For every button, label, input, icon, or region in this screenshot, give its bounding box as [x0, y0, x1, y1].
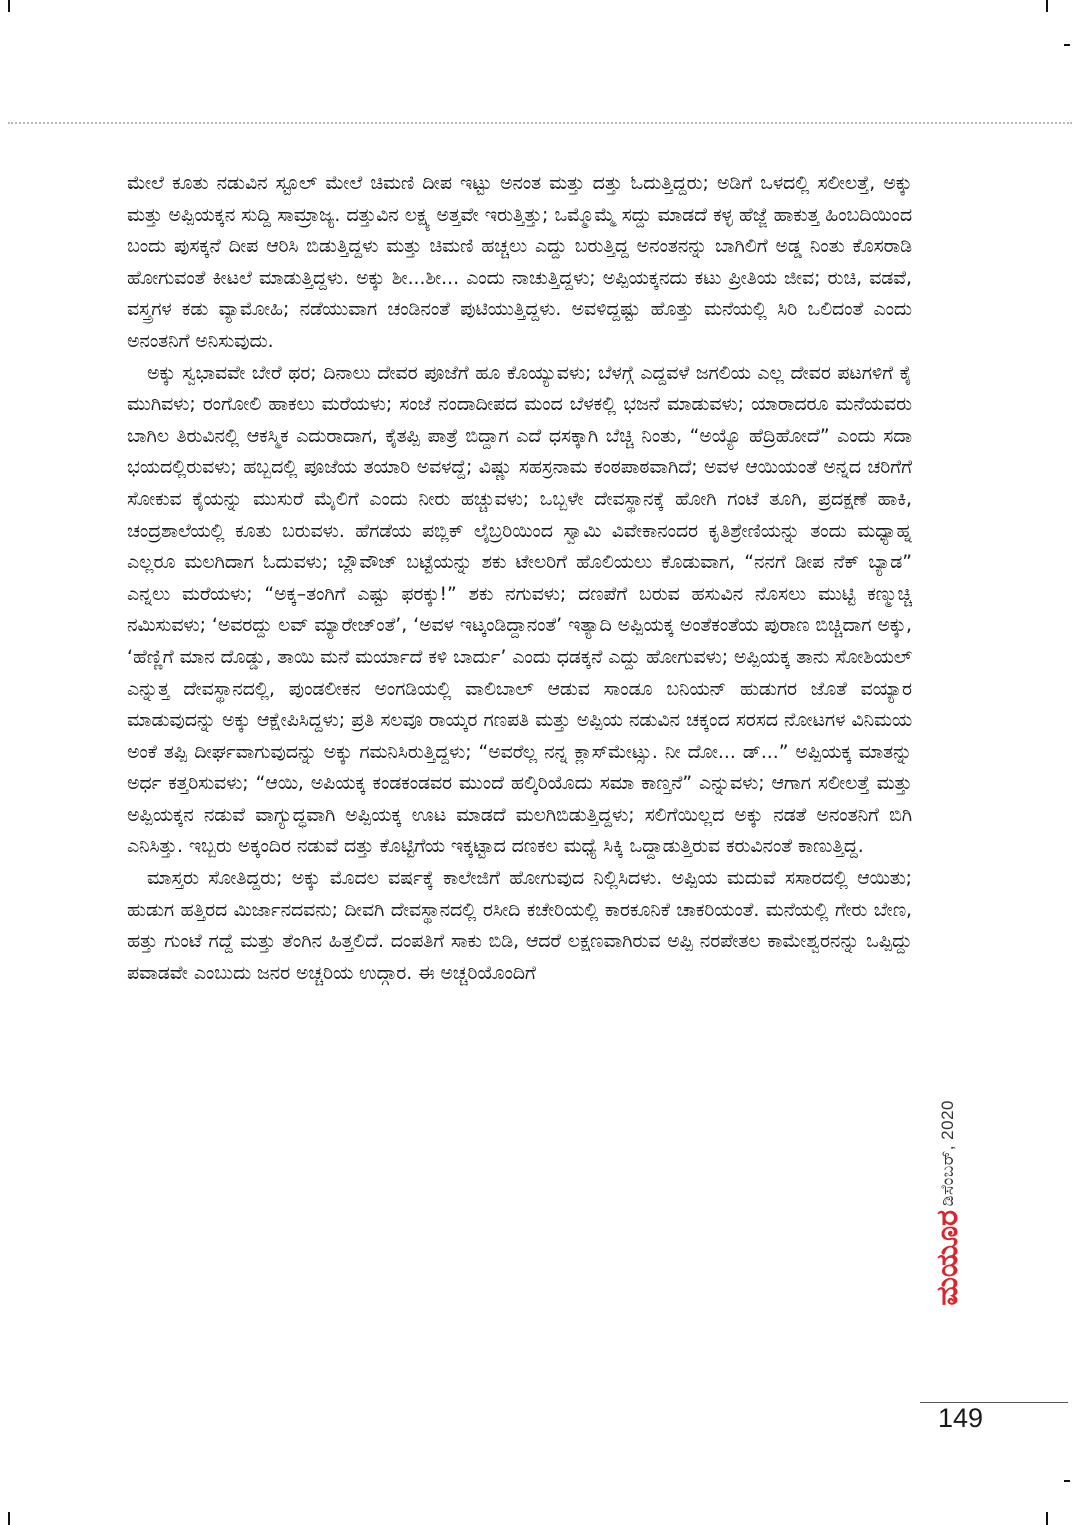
crop-mark-bottom-left — [8, 1512, 10, 1525]
crop-mark-top-left — [8, 0, 10, 12]
article-paragraph-2: ಅಕ್ಕು ಸ್ವಭಾವವೇ ಬೇರೆ ಥರ; ದಿನಾಲು ದೇವರ ಪೂಜೆಗೆ ಹೂ ಕೊಯ್ಯುವಳು; ಬೆಳಗ್ಗೆ ಎದ್ದವಳೆ ಜಗಲಿಯ ಎಲ್ಲ ದೇವರ ಪಟಗಳಿಗೆ ಕೈ ಮುಗಿವಳು; ರಂಗೋಲಿ ಹಾಕಲು ಮರೆಯಳು; ಸಂಜೆ ನಂದಾದೀಪದ ಮಂದ ಬೆಳಕಲ್ಲಿ ಭಜನೆ ಮಾಡುವಳು; ಯಾರಾದರೂ ಮನೆಯವರು ಬಾಗಿಲ ತಿರುವಿನಲ್ಲಿ ಆಕಸ್ಮಿಕ ಎದುರಾದಾಗ, ಕೈತಪ್ಪಿ ಪಾತ್ರೆ ಬಿದ್ದಾಗ ಎದೆ ಧಸಕ್ಕಾಗಿ ಬೆಚ್ಚಿ ನಿಂತು, “ಅಯ್ಯೊ ಹೆದ್ರಿಹೋದೆ” ಎಂದು ಸದಾ ಭಯದಲ್ಲಿರುವಳು; ಹಬ್ಬದಲ್ಲಿ ಪೂಜೆಯ ತಯಾರಿ ಅವಳದ್ದೆ; ವಿಷ್ಣು ಸಹಸ್ರನಾಮ ಕಂಠಪಾಠವಾಗಿದೆ; ಅವಳ ಆಯಿಯಂತೆ ಅನ್ನದ ಚರಿಗೆಗೆ ಸೋಕುವ ಕೈಯನ್ನು ಮುಸುರೆ ಮೈಲಿಗೆ ಎಂದು ನೀರು ಹಚ್ಚುವಳು; ಒಬ್ಬಳೇ ದೇವಸ್ಥಾನಕ್ಕೆ ಹೋಗಿ ಗಂಟೆ ತೂಗಿ, ಪ್ರದಕ್ಷಣೆ ಹಾಕಿ, ಚಂದ್ರಶಾಲೆಯಲ್ಲಿ ಕೂತು ಬರುವಳು. ಹೆಗಡೆಯ ಪಬ್ಲಿಕ್ ಲೈಬ್ರರಿಯಿಂದ ಸ್ವಾಮಿ ವಿವೇಕಾನಂದರ ಕೃತಿಶ್ರೇಣಿಯನ್ನು ತಂದು ಮಧ್ಯಾಹ್ನ ಎಲ್ಲರೂ ಮಲಗಿದಾಗ ಓದುವಳು; ಬ್ಲೌವೌಜ್ ಬಟ್ಟೆಯನ್ನು ಶಕು ಟೇಲರಿಗೆ ಹೊಲಿಯಲು ಕೊಡುವಾಗ, “ನನಗೆ ಡೀಪ ನೆಕ್ ಬ್ಯಾಡ” ಎನ್ನಲು ಮರೆಯಳು; “ಅಕ್ಕ–ತಂಗಿಗೆ ಎಷ್ಟು ಫರಕ್ಕು!” ಶಕು ನಗುವಳು; ದಣಪೆಗೆ ಬರುವ ಹಸುವಿನ ನೊಸಲು ಮುಟ್ಟಿ ಕಣ್ಮುಚ್ಚಿ ನಮಿಸುವಳು; ‘ಅವರದ್ದು ಲವ್ ಮ್ಯಾರೇಜ್‌ಂತೆ’, ‘ಅವಳ ಇಟ್ಕಂಡಿದ್ದಾನಂತೆ’ ಇತ್ಯಾದಿ ಅಪ್ಪಿಯಕ್ಕ ಅಂತೆಕಂತೆಯ ಪುರಾಣ ಬಿಚ್ಚಿದಾಗ ಅಕ್ಕು, ‘ಹೆಣ್ಣಿಗೆ ಮಾನ ದೊಡ್ಡು, ತಾಯಿ ಮನೆ ಮರ್ಯಾದೆ ಕಳಿ ಬಾರ್ದು’ ಎಂದು ಧಡಕ್ಕನೆ ಎದ್ದು ಹೋಗುವಳು; ಅಪ್ಪಿಯಕ್ಕ ತಾನು ಸೋಶಿಯಲ್ ಎನ್ನುತ್ತ ದೇವಸ್ಥಾನದಲ್ಲಿ, ಪುಂಡಲೀಕನ ಅಂಗಡಿಯಲ್ಲಿ ವಾಲಿಬಾಲ್ ಆಡುವ ಸಾಂಡೂ ಬನಿಯನ್ ಹುಡುಗರ ಜೊತೆ ವಯ್ಯಾರ ಮಾಡುವುದನ್ನು ಅಕ್ಕು ಆಕ್ಷೇಪಿಸಿದ್ದಳು; ಪ್ರತಿ ಸಲವೂ ರಾಯ್ಕರ ಗಣಪತಿ ಮತ್ತು ಅಪ್ಪಿಯ ನಡುವಿನ ಚಕ್ಕಂದ ಸರಸದ ನೋಟಗಳ ವಿನಿಮಯ ಅಂಕೆ ತಪ್ಪಿ ದೀರ್ಘವಾಗುವುದನ್ನು ಅಕ್ಕು ಗಮನಿಸಿರುತ್ತಿದ್ದಳು; “ಅವರೆಲ್ಲ ನನ್ನ ಕ್ಲಾಸ್‌ಮೇಟ್ಸು. ನೀ ದೋ... ಡ್...” ಅಪ್ಪಿಯಕ್ಕ ಮಾತನ್ನು ಅರ್ಧ ಕತ್ತರಿಸುವಳು; “ಆಯಿ, ಅಪಿಯಕ್ಕ ಕಂಡಕಂಡವರ ಮುಂದೆ ಹಲ್ಕಿರಿಯೊದು ಸಮಾ ಕಾಣ್ತನೆ” ಎನ್ನುವಳು; ಆಗಾಗ ಸಲೀಲತ್ತೆ ಮತ್ತು ಅಪ್ಪಿಯಕ್ಕನ ನಡುವೆ ವಾಗ್ಯುದ್ಧವಾಗಿ ಅಪ್ಪಿಯಕ್ಕ ಊಟ ಮಾಡದೆ ಮಲಗಿಬಿಡುತ್ತಿದ್ದಳು; ಸಲಿಗೆಯಿಲ್ಲದ ಅಕ್ಕು ನಡತೆ ಅನಂತನಿಗೆ ಬಿಗಿ ಎನಿಸಿತ್ತು. ಇಬ್ಬರು ಅಕ್ಕಂದಿರ ನಡುವೆ ದತ್ತು ಕೊಟ್ಟಿಗೆಯ ಇಕ್ಕಟ್ಟಾದ ದಣಕಲ ಮಧ್ಯೆ ಸಿಕ್ಕಿ ಒದ್ದಾಡುತ್ತಿರುವ ಕರುವಿನಂತೆ ಕಾಣುತ್ತಿದ್ದ. — [127, 362, 912, 858]
article-paragraph-1: ಮೇಲೆ ಕೂತು ನಡುವಿನ ಸ್ಟೂಲ್ ಮೇಲೆ ಚಿಮಣಿ ದೀಪ ಇಟ್ಟು ಅನಂತ ಮತ್ತು ದತ್ತು ಓದುತ್ತಿದ್ದರು; ಅಡಿಗೆ ಒಳದಲ್ಲಿ ಸಲೀಲತ್ತೆ, ಅಕ್ಕು ಮತ್ತು ಅಪ್ಪಿಯಕ್ಕನ ಸುದ್ದಿ ಸಾಮ್ರಾಜ್ಯ. ದತ್ತುವಿನ ಲಕ್ಷ್ಯ ಅತ್ತವೇ ಇರುತ್ತಿತ್ತು; ಒಮ್ಮೊಮ್ಮೆ ಸದ್ದು ಮಾಡದೆ ಕಳ್ಳ ಹೆಜ್ಜೆ ಹಾಕುತ್ತ ಹಿಂಬದಿಯಿಂದ ಬಂದು ಪುಸಕ್ಕನೆ ದೀಪ ಆರಿಸಿ ಬಿಡುತ್ತಿದ್ದಳು ಮತ್ತು ಚಿಮಣಿ ಹಚ್ಚಲು ಎದ್ದು ಬರುತ್ತಿದ್ದ ಅನಂತನನ್ನು ಬಾಗಿಲಿಗೆ ಅಡ್ಡ ನಿಂತು ಕೊಸರಾಡಿ ಹೋಗುವಂತೆ ಕೀಟಲೆ ಮಾಡುತ್ತಿದ್ದಳು. ಅಕ್ಕು ಶೀ...ಶೀ... ಎಂದು ನಾಚುತ್ತಿದ್ದಳು; ಅಪ್ಪಿಯಕ್ಕನದು ಕಟು ಪ್ರೀತಿಯ ಜೀವ; ರುಚಿ, ವಡವೆ, ವಸ್ತ್ರಗಳ ಕಡು ವ್ಯಾಮೋಹಿ; ನಡೆಯುವಾಗ ಚಂಡಿನಂತೆ ಪುಟಿಯುತ್ತಿದ್ದಳು. ಅವಳಿದ್ದಷ್ಟು ಹೊತ್ತು ಮನೆಯಲ್ಲಿ ಸಿರಿ ಒಲಿದಂತೆ ಎಂದು ಅನಂತನಿಗೆ ಅನಿಸುವುದು. — [127, 173, 912, 352]
issue-date: ಡಿಸೆಂಬರ್, 2020 — [938, 1100, 957, 1207]
crop-mark-top-right — [1046, 0, 1048, 12]
page-number: 149 — [938, 1403, 984, 1433]
magazine-logo: ಮಯೂರ — [930, 1210, 965, 1306]
crop-mark-right-upper — [1064, 44, 1070, 46]
article-body — [127, 168, 912, 989]
header-dotted-rule — [8, 122, 1072, 124]
crop-mark-right-lower — [1064, 1480, 1070, 1482]
article-paragraph-3: ಮಾಸ್ತರು ಸೋತಿದ್ದರು; ಅಕ್ಕು ಮೊದಲ ವರ್ಷಕ್ಕೆ ಕಾಲೇಜಿಗೆ ಹೋಗುವುದ ನಿಲ್ಲಿಸಿದಳು. ಅಪ್ಪಿಯ ಮದುವೆ ಸಸಾರದಲ್ಲಿ ಆಯಿತು; ಹುಡುಗ ಹತ್ತಿರದ ಮಿರ್ಜಾನದವನು; ದೀವಗಿ ದೇವಸ್ಥಾನದಲ್ಲಿ ರಸೀದಿ ಕಚೇರಿಯಲ್ಲಿ ಕಾರಕೂನಿಕೆ ಚಾಕರಿಯಂತೆ. ಮನೆಯಲ್ಲಿ ಗೇರು ಬೇಣ, ಹತ್ತು ಗುಂಟೆ ಗದ್ದೆ ಮತ್ತು ತೆಂಗಿನ ಹಿತ್ತಲಿದೆ. ದಂಪತಿಗೆ ಸಾಕು ಬಿಡಿ, ಆದರೆ ಲಕ್ಷಣವಾಗಿರುವ ಅಪ್ಪಿ ನರಪೇತಲ ಕಾಮೇಶ್ವರನನ್ನು ಒಪ್ಪಿದ್ದು ಪವಾಡವೇ ಎಂಬುದು ಜನರ ಅಚ್ಚರಿಯ ಉದ್ಗಾರ. ಈ ಅಚ್ಚರಿಯೊಂದಿಗೆ — [127, 868, 912, 984]
crop-mark-bottom-right — [1046, 1512, 1048, 1525]
